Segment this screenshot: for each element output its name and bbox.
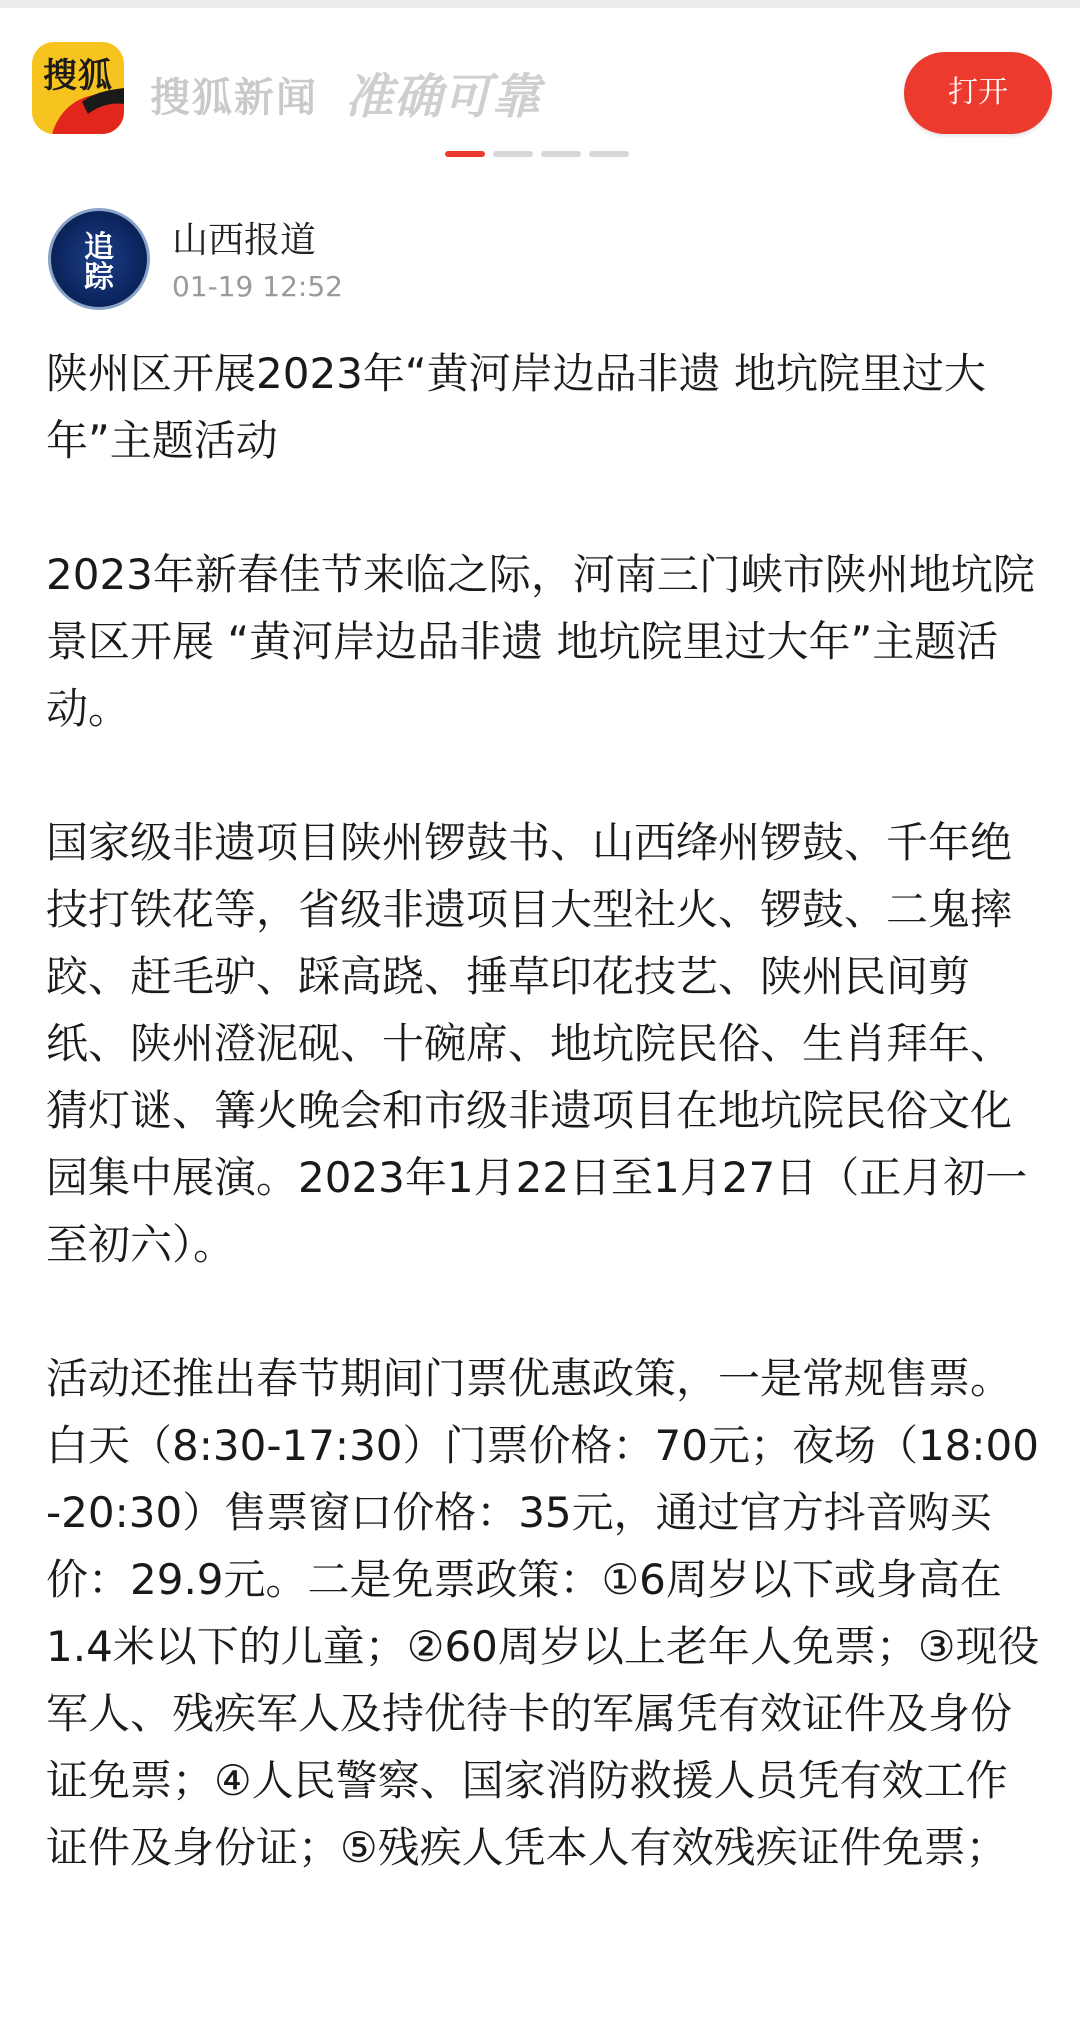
- article-paragraph: 2023年新春佳节来临之际，河南三门峡市陕州地坑院景区开展 “黄河岸边品非遗 地坑院里过大年”主题活动。: [46, 550, 1035, 733]
- author-header: [0, 200, 1080, 310]
- article-paragraph: 国家级非遗项目陕州锣鼓书、山西绛州锣鼓、千年绝技打铁花等，省级非遗项目大型社火、锣鼓、二鬼摔跤、赶毛驴、踩高跷、捶草印花技艺、陕州民间剪纸、陕州澄泥砚、十碗席、地坑院民俗、生肖拜年、猜灯谜、篝火晚会和市级非遗项目在地坑院民俗文化园集中展演。2023年1月22日至1月27日（正月初一至初六）。: [46, 818, 1028, 1269]
- brand-name: 搜狐新闻: [150, 75, 318, 121]
- carousel-dot-active: [445, 151, 485, 157]
- carousel-dot: [589, 151, 629, 157]
- article-title: 陕州区开展2023年“黄河岸边品非遗 地坑院里过大年”主题活动: [46, 349, 986, 465]
- avatar-lettering: [51, 230, 147, 295]
- avatar-char-2: 踪: [84, 260, 114, 295]
- article-body: [46, 340, 1040, 1948]
- open-app-button[interactable]: 打开: [904, 52, 1052, 134]
- sohu-logo[interactable]: [32, 42, 124, 134]
- avatar-char-1: 追: [84, 230, 114, 265]
- brand-slogan: 准确可靠: [345, 69, 542, 125]
- article-paragraph: 活动还推出春节期间门票优惠政策，一是常规售票。白天（8:30-17:30）门票价格：70元；夜场（18:00-20:30）售票窗口价格：35元，通过官方抖音购买价：29.9元。二是免票政策：①6周岁以下或身高在1.4米以下的儿童；②60周岁以上老年人免票；③现役军人、残疾军人及持优待卡的军属凭有效证件及身份证免票；④人民警察、国家消防救援人员凭有效工作证件及身份证；⑤残疾人凭本人有效残疾证件免票；: [46, 1354, 1040, 1872]
- publish-time: 01-19 12:52: [172, 270, 343, 303]
- author-avatar[interactable]: [48, 208, 150, 310]
- top-divider: [0, 0, 1080, 8]
- logo-text: 搜狐: [43, 56, 113, 96]
- author-name[interactable]: 山西报道: [172, 220, 317, 261]
- carousel-dot: [541, 151, 581, 157]
- carousel-dot: [493, 151, 533, 157]
- app-download-banner: [0, 8, 1080, 164]
